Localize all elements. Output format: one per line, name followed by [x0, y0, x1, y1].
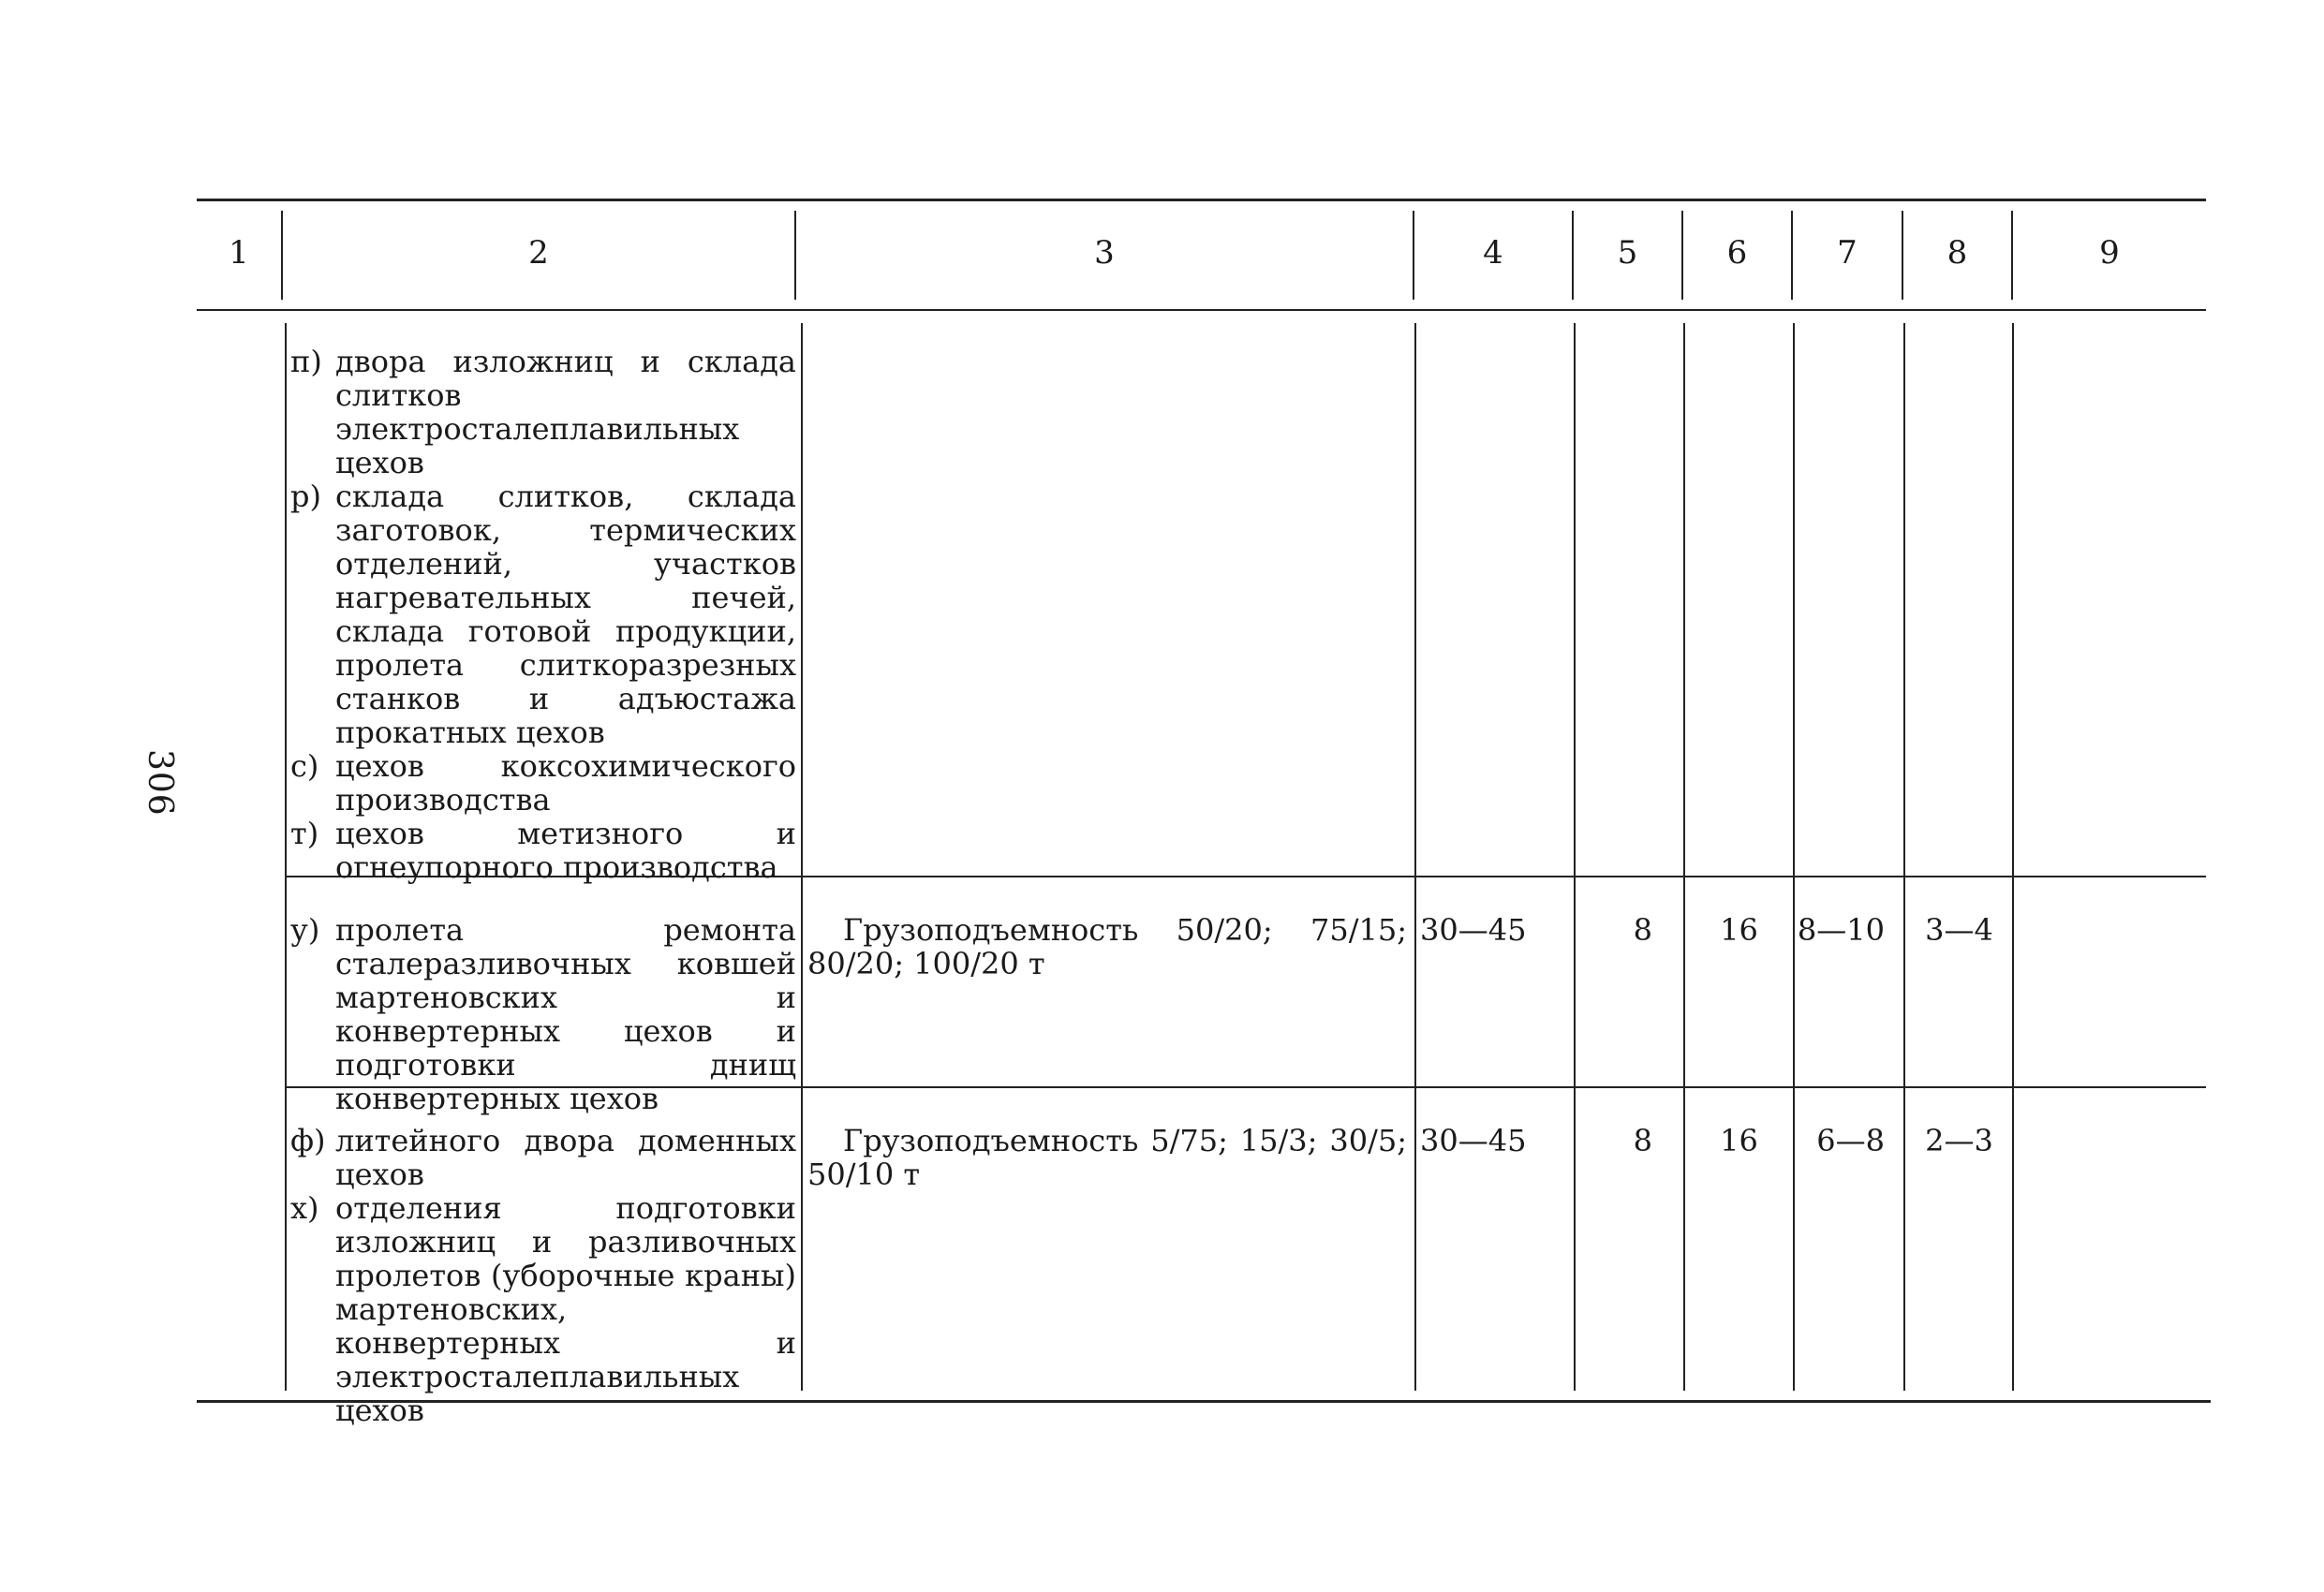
table-row-3-col-7: 6—8: [1816, 1123, 1885, 1158]
table-row-2-col-3: Грузоподъемность 50/20; 75/15; 80/20; 100/20 т: [807, 912, 1407, 981]
col-header-3: 3: [1094, 234, 1115, 272]
col-divider: [1793, 323, 1795, 1391]
item-text: двора изложниц и склада слитков электросталеплавильных цехов: [335, 344, 796, 480]
item-letter: у): [290, 912, 320, 948]
col-divider: [1414, 323, 1416, 1391]
table-row-3-col-4: 30—45: [1420, 1123, 1527, 1158]
table-row-3-col-3: Грузоподъемность 5/75; 15/3; 30/5; 50/10 т: [807, 1123, 1407, 1192]
col-divider: [1903, 323, 1905, 1391]
list-item: [290, 817, 796, 884]
table-row-3-col-8: 2—3: [1925, 1123, 1993, 1158]
col-header-4: 4: [1483, 234, 1503, 272]
table-row-1-col-2: [290, 345, 796, 884]
table-row-2-col-5: 8: [1633, 912, 1652, 948]
table-row-2-col-6: 16: [1720, 912, 1758, 948]
item-text: цехов коксохимического производства: [335, 748, 796, 818]
table-row-2-col-8: 3—4: [1925, 912, 1993, 948]
col-header-6: 6: [1726, 234, 1748, 272]
list-item: [290, 479, 796, 749]
list-item: [290, 345, 796, 479]
col-divider: [285, 323, 287, 1391]
item-letter: п): [290, 344, 322, 379]
col-header-2: 2: [528, 234, 549, 272]
item-text: литейного двора доменных цехов: [335, 1123, 796, 1192]
col-header-8: 8: [1947, 234, 1968, 272]
table-row-3-col-2: [290, 1124, 796, 1427]
item-text: отделения подготовки изложниц и разливочных пролетов (уборочные краны) мартеновских, конвертерных и электросталеплавильных цехов: [335, 1190, 796, 1428]
list-item: [290, 913, 796, 1115]
table-row-2-col-2: [290, 913, 796, 1115]
list-item: [290, 749, 796, 817]
item-letter: р): [290, 479, 321, 514]
item-text: цехов метизного и огнеупорного производства: [335, 816, 796, 885]
table-row-2-col-7: 8—10: [1797, 912, 1885, 948]
item-letter: с): [290, 748, 319, 784]
col-header-5: 5: [1617, 234, 1638, 272]
item-letter: т): [290, 816, 319, 851]
item-letter: х): [290, 1190, 319, 1226]
col-divider: [801, 323, 803, 1391]
list-item: [290, 1124, 796, 1191]
col-divider: [1683, 323, 1685, 1391]
item-text: склада слитков, склада заготовок, термических отделений, участков нагревательных печей, склада готовой продукции, пролета слиткоразрезных станков и адъюстажа прокатных цехов: [335, 479, 796, 750]
col-header-9: 9: [2099, 234, 2120, 272]
table-row-3-col-6: 16: [1720, 1123, 1758, 1158]
table-row-3-col-5: 8: [1633, 1123, 1652, 1158]
col-header-1: 1: [229, 234, 249, 272]
header-bottom-rule: [197, 309, 2206, 311]
page-number: 306: [141, 749, 179, 817]
col-header-7: 7: [1837, 234, 1858, 272]
item-letter: ф): [290, 1123, 326, 1158]
list-item: [290, 1191, 796, 1427]
col-divider: [2012, 323, 2014, 1391]
table-top-rule: [197, 199, 2206, 201]
item-text: пролета ремонта сталеразливочных ковшей мартеновских и конвертерных цехов и подготовки днищ конвертерных цехов: [335, 912, 796, 1116]
table-row-2-col-4: 30—45: [1420, 912, 1527, 948]
col-divider: [1574, 323, 1576, 1391]
